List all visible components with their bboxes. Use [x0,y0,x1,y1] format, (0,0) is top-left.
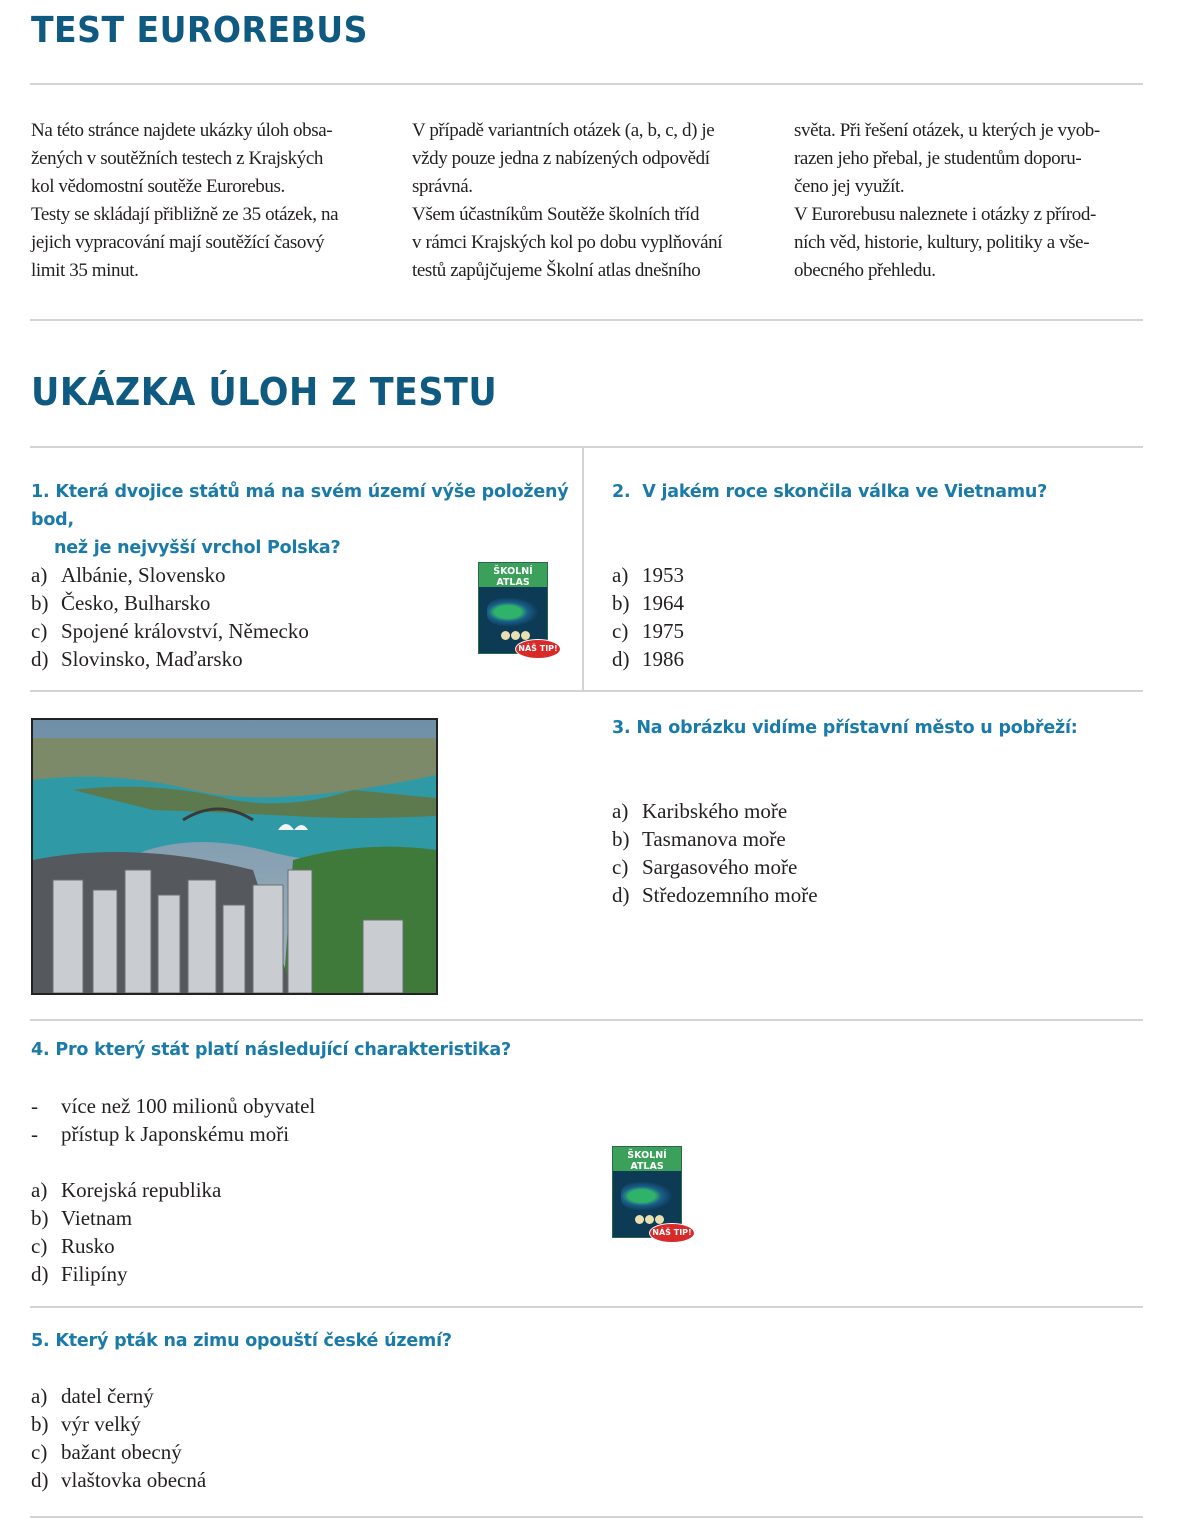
option-row [31,1176,221,1204]
option-row [612,617,684,645]
option-letter: d) [31,1468,49,1492]
question-text: Na obrázku vidíme přístavní město u pobřeží: [636,718,1078,738]
option-text: bažant obecný [61,1440,182,1464]
option-row [612,645,684,673]
option-letter: b) [31,591,49,615]
atlas-title: ŠKOLNÍ ATLAS [627,1150,667,1172]
option-row [31,1410,206,1438]
column-divider [582,447,584,691]
question-4-options [31,1176,221,1288]
option-row [31,645,309,673]
option-text: datel černý [61,1384,154,1408]
option-letter: b) [612,591,630,615]
bullet-dash: - [31,1094,38,1118]
option-text: Albánie, Slovensko [61,563,226,587]
option-row [31,561,309,589]
option-letter: a) [31,1178,48,1202]
option-letter: c) [612,855,629,879]
divider [30,1306,1143,1308]
option-letter: c) [31,619,48,643]
divider [30,1019,1143,1021]
intro-column-2: V případě variantních otázek (a, b, c, d) je vždy pouze jedna z nabízených odpovědí správná. Všem účastníkům Soutěže školních tříd v rámci Krajských kol po dobu vyplňování testů zapůjčujeme Školní atlas dnešního [412,120,723,281]
option-row [612,797,818,825]
option-letter: d) [612,883,630,907]
question-number: 4. [31,1040,50,1060]
bullet-dash: - [31,1122,38,1146]
question-3-options [612,797,818,909]
option-text: Středozemního moře [642,883,818,907]
question-number: 2. [612,482,631,502]
divider [30,690,1143,692]
question-5-options [31,1382,206,1494]
option-row [31,1382,206,1410]
option-row [31,1204,221,1232]
criteria-row [31,1120,315,1148]
option-text: Korejská republika [61,1178,222,1202]
option-text: Karibského moře [642,799,788,823]
option-row [31,589,309,617]
option-letter: a) [612,563,629,587]
question-text: V jakém roce skončila válka ve Vietnamu? [642,482,1048,502]
option-letter: d) [31,1262,49,1286]
intro-column-1: Na této stránce najdete ukázky úloh obsa- žených v soutěžních testech z Krajských kol vědomostní soutěže Eurorebus. Testy se skládají přibližně ze 35 otázek, na jejich vypracování mají soutěžící časový limit 35 minut. [31,120,339,281]
tip-badge: NÁŠ TIP! [515,639,561,659]
option-text: Tasmanova moře [642,827,786,851]
question-text: Který pták na zimu opouští české území? [55,1331,452,1351]
criteria-text: přístup k Japonskému moři [61,1122,290,1146]
question-number: 3. [612,718,631,738]
option-text: Česko, Bulharsko [61,591,211,615]
option-text: výr velký [61,1412,141,1436]
option-row [31,617,309,645]
question-text: Která dvojice států má na svém území výše položený bod, [31,482,569,530]
question-2 [612,478,1132,506]
option-row [612,881,818,909]
option-text: 1953 [642,563,684,587]
intro-column-3: světa. Při řešení otázek, u kterých je vyob- razen jeho přebal, je studentům doporu- čeno jej využít. V Eurorebusu naleznete i otázky z přírod- ních věd, historie, kultury, politiky a vše- obecného přehledu. [794,120,1100,281]
question-4 [31,1036,731,1064]
option-letter: b) [31,1206,49,1230]
option-row [612,561,684,589]
option-row [612,853,818,881]
option-letter: b) [31,1412,49,1436]
option-letter: a) [31,563,48,587]
question-number: 5. [31,1331,50,1351]
option-letter: d) [31,647,49,671]
option-text: 1986 [642,647,684,671]
question-text: Pro který stát platí následující charakteristika? [55,1040,511,1060]
option-row [31,1438,206,1466]
harbour-city-photo [31,718,438,995]
option-text: 1975 [642,619,684,643]
atlas-title: ŠKOLNÍ ATLAS [493,566,533,588]
world-map-icon [621,1181,673,1211]
tip-badge: NÁŠ TIP! [649,1223,695,1243]
option-text: Slovinsko, Maďarsko [61,647,243,671]
option-text: Sargasového moře [642,855,798,879]
question-1-options [31,561,309,673]
question-4-criteria [31,1092,315,1148]
question-5 [31,1327,731,1355]
divider [30,446,1143,448]
world-map-icon [487,597,539,627]
question-text-cont: než je nejvyšší vrchol Polska? [54,538,341,558]
option-text: vlaštovka obecná [61,1468,207,1492]
option-row [31,1232,221,1260]
option-row [612,825,818,853]
option-row [612,589,684,617]
question-1 [31,478,576,562]
sydney-harbour-aerial-photo-icon [33,720,436,993]
option-text: Vietnam [61,1206,133,1230]
option-letter: b) [612,827,630,851]
divider [30,83,1143,85]
page-title: TEST EUROREBUS [31,10,368,51]
option-letter: d) [612,647,630,671]
question-number: 1. [31,482,50,502]
divider [30,1516,1143,1518]
question-3 [612,714,1132,742]
question-2-options [612,561,684,673]
option-row [31,1260,221,1288]
option-letter: c) [31,1440,48,1464]
divider [30,319,1143,321]
option-text: 1964 [642,591,684,615]
option-letter: a) [31,1384,48,1408]
atlas-cover-image [612,1146,692,1238]
option-text: Rusko [61,1234,115,1258]
criteria-text: více než 100 milionů obyvatel [61,1094,316,1118]
atlas-cover-image [478,562,558,654]
option-letter: a) [612,799,629,823]
section-title: UKÁZKA ÚLOH Z TESTU [31,370,498,414]
option-letter: c) [31,1234,48,1258]
criteria-row [31,1092,315,1120]
option-letter: c) [612,619,629,643]
option-text: Filipíny [61,1262,128,1286]
option-text: Spojené království, Německo [61,619,309,643]
option-row [31,1466,206,1494]
